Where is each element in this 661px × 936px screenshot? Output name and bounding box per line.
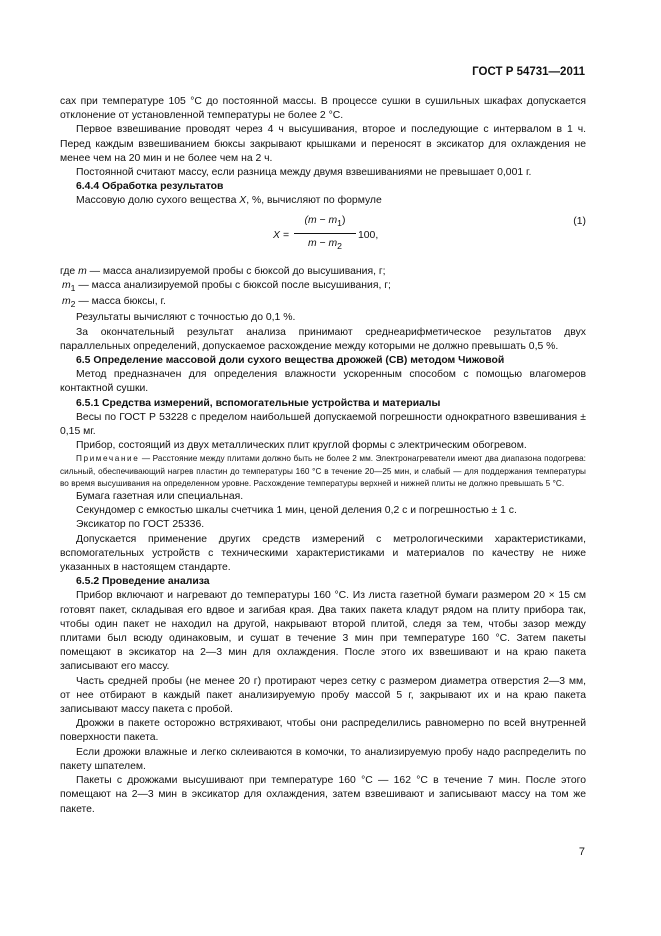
text-span: — масса анализируемой пробы с бюксой до высушивания, г; [86, 265, 386, 277]
text-span: — масса бюксы, г. [75, 296, 166, 308]
formula-denominator [294, 234, 356, 253]
text-span: где [60, 265, 79, 277]
symbol-m2: m [62, 296, 71, 308]
paragraph: Бумага газетная или специальная. [76, 491, 244, 503]
section-heading-6-5-1: 6.5.1 Средства измерений, вспомогательные устройства и материалы [76, 397, 441, 409]
formula-multiplier: 100, [358, 229, 379, 241]
paragraph: Постоянной считают массу, если разница между двумя взвешиваниями не превышает 0,001 г. [76, 167, 532, 179]
denominator-subscript: 2 [337, 240, 342, 251]
symbol-m: m [78, 265, 87, 277]
formula-lhs: X = [273, 229, 289, 241]
note [60, 453, 586, 490]
numerator-subscript: 1 [337, 217, 342, 228]
paragraph: Если дрожжи влажные и легко склеиваются в комочки, то анализируемую пробу надо распределить по пакету шпателем. [60, 746, 586, 772]
standard-header: ГОСТ Р 54731—2011 [472, 66, 585, 78]
text-span: , %, вычисляют по формуле [246, 195, 382, 207]
paragraph: Секундомер с емкостью шкалы счетчика 1 мин, ценой деления 0,2 с и погрешностью ± 1 с. [76, 505, 517, 517]
formula-numerator [294, 214, 356, 233]
paragraph: сах при температуре 105 °С до постоянной массы. В процессе сушки в сушильных шкафах допускается отклонение от установленной температуры не более 2 °С. [60, 96, 586, 122]
definition-m2 [60, 295, 586, 311]
paragraph: За окончательный результат анализа принимают среднеарифметическое результатов двух параллельных определений, допускаемое расхождение между которыми не должно превышать 0,5 %. [60, 326, 586, 352]
paragraph: Прибор включают и нагревают до температуры 160 °С. Из листа газетной бумаги размером 20 × 15 см готовят пакет, складывая его вдвое и загибая края. Два таких пакета кладут рядом на плиту прибора так, чтобы один пакет не находил на другой, накрывают второй плитой, следя за тем, чтобы зазор между плитами был всюду одинаковым, и сушат в течение 3 мин при температуре 160 °С. Затем пакеты помещают в эксикатор на 2—3 мин для охлаждения. После этого их взвешивают и на краю пакета записывают его массу. [60, 590, 586, 673]
definition-m [60, 265, 586, 279]
text-span: Массовую долю сухого вещества [76, 195, 240, 207]
section-heading-6-4-4: 6.4.4 Обработка результатов [76, 181, 224, 193]
paragraph: Прибор, состоящий из двух металлических плит круглой формы с электрическим обогревом. [76, 440, 527, 452]
formula-fraction [294, 214, 356, 254]
paragraph: Первое взвешивание проводят через 4 ч высушивания, второе и последующие с интервалом в 1 ч. Перед каждым взвешиванием бюксы закрывают крышками и переносят в эксикатор для охлаждения не менее чем на 20 мин и не более чем на 2 ч. [60, 124, 586, 164]
variable-x: X [239, 195, 247, 207]
text-span: — масса анализируемой пробы с бюксой после высушивания, г; [75, 279, 391, 291]
variable-definitions [60, 265, 586, 312]
paragraph [60, 194, 586, 208]
paragraph: Дрожжи в пакете осторожно встряхивают, чтобы они распределились равномерно по всей внутренней поверхности пакета. [60, 718, 586, 744]
paragraph: Весы по ГОСТ Р 53228 с пределом наибольшей допускаемой погрешности однократного взвешивания ± 0,15 мг. [60, 411, 586, 438]
subscript: 2 [70, 299, 76, 310]
denominator-text: m − m [308, 237, 338, 249]
page-number: 7 [578, 846, 585, 858]
symbol-m1: m [62, 279, 71, 291]
definition-m1 [60, 279, 586, 295]
paragraph: Метод предназначен для определения влажности ускоренным способом с помощью влагомеров контактной сушки. [60, 369, 586, 395]
section-heading-6-5-2: 6.5.2 Проведение анализа [76, 576, 210, 588]
subscript: 1 [70, 282, 76, 293]
paragraph: Допускается применение других средств измерений с метрологическими характеристиками, вспомогательных устройств с техническими характеристиками и материалов по качеству не ниже указанных в настоящем стандарте. [60, 533, 586, 574]
paragraph: Пакеты с дрожжами высушивают при температуре 160 °С — 162 °С в течение 7 мин. После этого помещают на 2—3 мин в эксикатор для охлаждения, затем взвешивают и записывают массу на том же пакете. [60, 775, 586, 815]
numerator-end: ) [341, 214, 346, 226]
note-text: — Расстояние между плитами должно быть не более 2 мм. Электронагреватели имеют два диапазона подогрева: сильный, обеспечивающий нагрев пластин до температуры 160 °С в течение 20—25 мин, и слабый — для поддержания температуры во время высушивания на определенном уровне. Расхождение температуры верхней и нижней плиты не должно превышать 5 °С. [60, 454, 586, 488]
document-body [60, 95, 586, 817]
formula [60, 209, 586, 265]
paragraph: Результаты вычисляют с точностью до 0,1 %. [76, 312, 296, 324]
note-label: Примечание [76, 454, 140, 464]
numerator-text: (m − m [304, 214, 338, 226]
equation-number: (1) [573, 215, 586, 227]
paragraph: Эксикатор по ГОСТ 25336. [76, 519, 205, 531]
section-heading-6-5: 6.5 Определение массовой доли сухого вещества дрожжей (СВ) методом Чижовой [76, 355, 505, 366]
paragraph: Часть средней пробы (не менее 20 г) протирают через сетку с размером диаметра отверстия 2—3 мм, от нее отбирают в каждый пакет анализируемую пробу массой 5 г, закрывают их и на краю пакета записывают массу пакета с пробой. [60, 675, 586, 716]
